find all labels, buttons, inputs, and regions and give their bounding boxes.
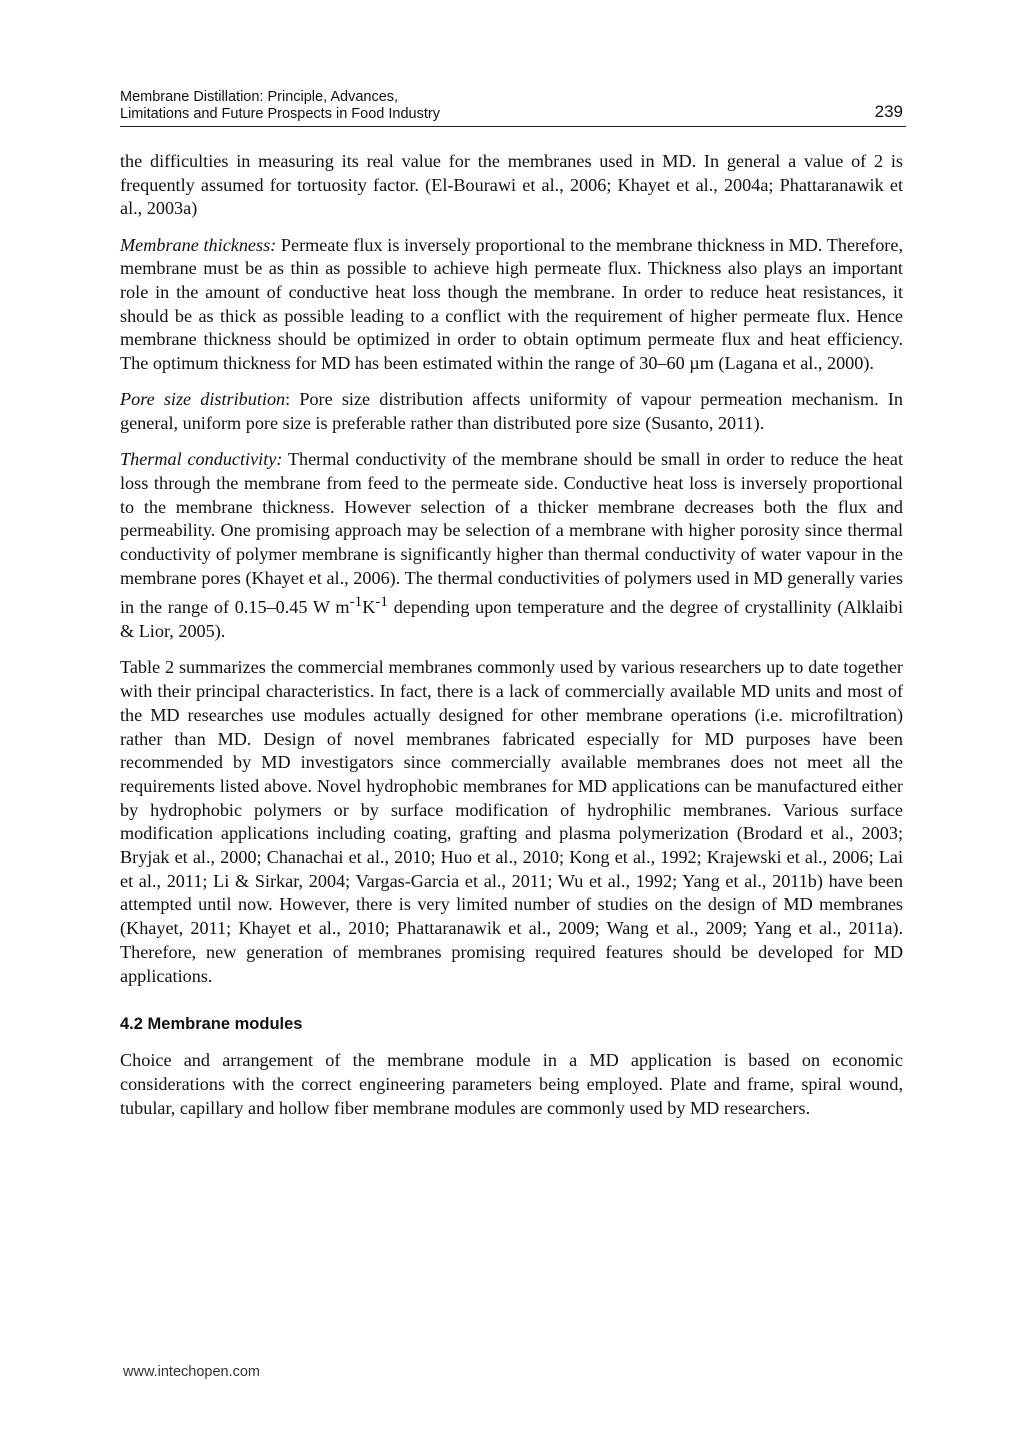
paragraph-tortuosity-text: the difficulties in measuring its real value for the membranes used in MD. In general a value of 2 is frequently assumed for tortuosity factor. (El-Bourawi et al., 2006; Khayet et al., 2004a; Phattaranawik et al., 2003a) — [120, 151, 903, 219]
footer-url: www.intechopen.com — [123, 1364, 261, 1380]
paragraph-thermal-conductivity — [120, 448, 903, 644]
term-pore-size-distribution: Pore size distribution — [120, 389, 286, 410]
header-title-line-1: Membrane Distillation: Principle, Advances, — [120, 89, 399, 105]
paragraph-thermal-conductivity-text-c: depending upon temperature and the degree of crystallinity (Alklaibi & Lior, 2005). — [120, 597, 903, 642]
paragraph-membrane-thickness-text: Permeate flux is inversely proportional to the membrane thickness in MD. Therefore, membrane must be as thin as possible to achieve high permeate flux. Thickness also plays an important role in the amount of conductive heat loss though the membrane. In order to reduce heat resistances, it should be as thick as possible leading to a conflict with the requirement of higher permeate flux. Hence membrane thickness should be optimized in order to obtain optimum permeate flux and heat efficiency. The optimum thickness for MD has been estimated within the range of 30–60 µm (Lagana et al., 2000). — [120, 234, 903, 374]
paragraph-pore-size-distribution — [120, 388, 903, 435]
term-membrane-thickness: Membrane thickness: — [120, 234, 277, 255]
header-title-line-2: Limitations and Future Prospects in Food Industry — [120, 106, 440, 122]
section-heading-membrane-modules: 4.2 Membrane modules — [120, 1015, 303, 1034]
paragraph-commercial-membranes — [120, 656, 903, 988]
term-thermal-conductivity: Thermal conductivity: — [120, 449, 283, 470]
superscript-minus-one-m: -1 — [349, 593, 363, 611]
paragraph-membrane-modules — [120, 1049, 903, 1120]
running-header — [120, 88, 906, 127]
paragraph-membrane-modules-text: Choice and arrangement of the membrane module in a MD application is based on economic considerations with the correct engineering parameters being employed. Plate and frame, spiral wound, tubular, capillary and hollow fiber membrane modules are commonly used by MD researchers. — [120, 1050, 903, 1118]
page-number: 239 — [874, 102, 903, 121]
paragraph-tortuosity — [120, 150, 903, 221]
paragraph-membrane-thickness — [120, 234, 903, 376]
paragraph-pore-size-distribution-text: : Pore size distribution affects uniformity of vapour permeation mechanism. In general, uniform pore size is preferable rather than distributed pore size (Susanto, 2011). — [120, 389, 903, 434]
running-header-title — [120, 89, 440, 123]
page-body — [120, 150, 903, 1120]
paragraph-thermal-conductivity-unit-k: K — [362, 597, 376, 618]
superscript-minus-one-k: -1 — [375, 593, 388, 611]
paragraph-thermal-conductivity-text-a: Thermal conductivity of the membrane should be small in order to reduce the heat loss through the membrane from feed to the permeate side. Conductive heat loss is inversely proportional to the membrane thickness. However selection of a thicker membrane decreases both the flux and permeability. One promising approach may be selection of a membrane with higher porosity since thermal conductivity of polymer membrane is significantly higher than thermal conductivity of water vapour in the membrane pores (Khayet et al., 2006). The thermal conductivities of polymers used in MD generally varies in the range of 0.15–0.45 W m — [120, 449, 903, 618]
paragraph-commercial-membranes-text: Table 2 summarizes the commercial membranes commonly used by various researchers up to date together with their principal characteristics. In fact, there is a lack of commercially available MD units and most of the MD researches use modules actually designed for other membrane operations (i.e. microfiltration) rather than MD. Design of novel membranes fabricated especially for MD purposes have been recommended by MD investigators since commercially available membranes does not meet all the requirements listed above. Novel hydrophobic membranes for MD applications can be manufactured either by hydrophobic polymers or by surface modification of hydrophilic membranes. Various surface modification applications including coating, grafting and plasma polymerization (Brodard et al., 2003; Bryjak et al., 2000; Chanachai et al., 2010; Huo et al., 2010; Kong et al., 1992; Krajewski et al., 2006; Lai et al., 2011; Li & Sirkar, 2004; Vargas-Garcia et al., 2011; Wu et al., 1992; Yang et al., 2011b) have been attempted until now. However, there is very limited number of studies on the design of MD membranes (Khayet, 2011; Khayet et al., 2010; Phattaranawik et al., 2009; Wang et al., 2009; Yang et al., 2011a). Therefore, new generation of membranes promising required features should be developed for MD applications. — [120, 657, 903, 986]
